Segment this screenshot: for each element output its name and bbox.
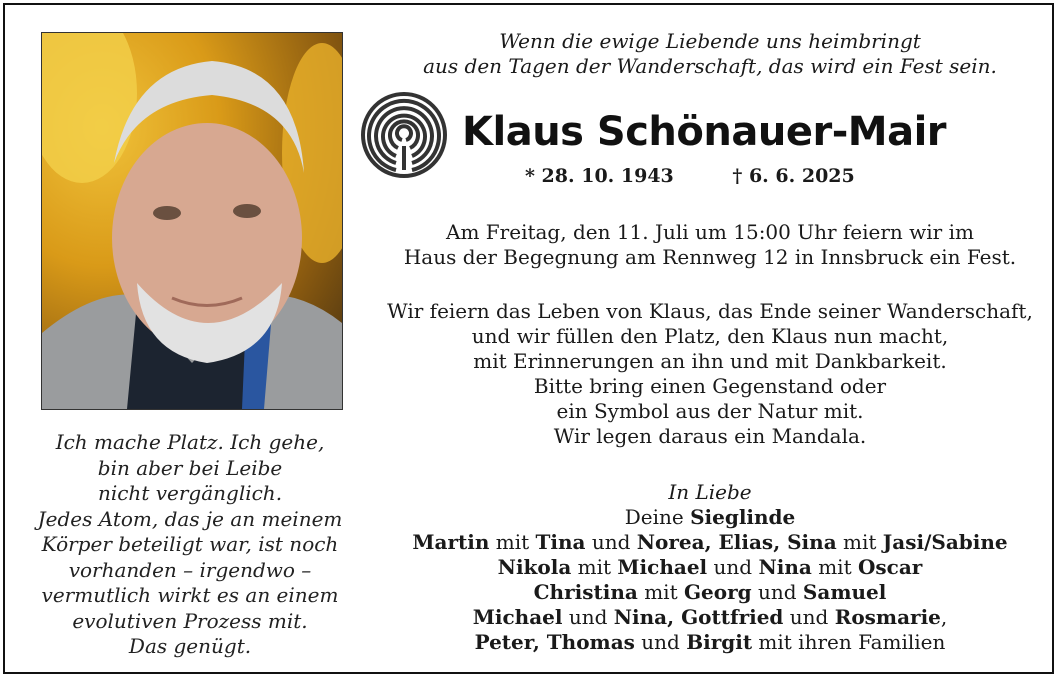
signoff-name: Jasi/Sabine <box>882 530 1008 554</box>
signoff-text: Deine <box>624 505 691 529</box>
body-line: Bitte bring einen Gegenstand oder <box>533 374 887 398</box>
signoff-text: mit <box>571 555 618 579</box>
signoff-text: und <box>634 630 687 654</box>
poem-line: vorhanden – irgendwo – <box>68 557 312 582</box>
body-line: ein Symbol aus der Natur mit. <box>556 399 864 423</box>
ceremony-announcement <box>365 220 1055 270</box>
portrait-photo <box>41 32 343 410</box>
signoff-line <box>365 580 1055 605</box>
life-dates <box>525 165 885 187</box>
signoff-name: Michael <box>472 605 563 629</box>
signoff-line <box>365 530 1055 555</box>
body-line: und wir füllen den Platz, den Klaus nun macht, <box>471 324 949 348</box>
poem-line: nicht vergänglich. <box>97 481 283 505</box>
obituary-card <box>3 3 1054 674</box>
signoff-line <box>365 630 1055 655</box>
signoff-text: , <box>940 605 948 629</box>
poem-line: evolutiven Prozess mit. <box>72 608 308 633</box>
signoff-name: Michael <box>617 555 708 579</box>
signoff-name: Peter, Thomas <box>474 630 635 654</box>
signoff-text: und <box>562 605 614 629</box>
body-text <box>365 299 1055 449</box>
poem-line: bin aber bei Leibe <box>97 455 283 480</box>
signoff-name: Tina <box>535 530 586 554</box>
signoff-text: mit ihren Familien <box>752 630 946 654</box>
birth-date: * 28. 10. 1943 <box>525 165 674 187</box>
signoff-text: und <box>783 605 835 629</box>
announcement-line: Haus der Begegnung am Rennweg 12 in Innsbruck ein Fest. <box>403 245 1017 269</box>
signoff-text: mit <box>489 530 536 554</box>
poem-line: Das genügt. <box>128 634 252 658</box>
poem-line: Ich mache Platz. Ich gehe, <box>55 430 325 454</box>
signoff-text: und <box>751 580 803 604</box>
signoff-line <box>365 555 1055 580</box>
signoff-name: Georg <box>683 580 752 604</box>
signoff-name: Christina <box>533 580 638 604</box>
signoff-line <box>365 505 1055 530</box>
poem-line: vermutlich wirkt es an einem <box>41 583 339 607</box>
signoff-text: mit <box>836 530 883 554</box>
body-line: mit Erinnerungen an ihn und mit Dankbarkeit. <box>473 349 947 373</box>
poem-line: Jedes Atom, das je an meinem <box>37 506 343 531</box>
signoff-name: Martin <box>412 530 490 554</box>
signoff-text: mit <box>637 580 684 604</box>
signoff-name: Nina, Gottfried <box>613 605 784 629</box>
family-signoff <box>365 480 1055 655</box>
signoff-name: Norea, Elias, Sina <box>636 530 837 554</box>
signoff-lead: In Liebe <box>668 480 752 504</box>
labyrinth-icon <box>359 90 449 180</box>
motto-line: Wenn die ewige Liebende uns heimbringt <box>499 29 921 53</box>
signoff-name: Samuel <box>802 580 887 604</box>
deceased-name: Klaus Schönauer-Mair <box>462 109 947 155</box>
signoff-name: Sieglinde <box>690 505 796 529</box>
signoff-line <box>365 605 1055 630</box>
body-line: Wir legen daraus ein Mandala. <box>553 424 867 448</box>
signoff-name: Rosmarie <box>834 605 941 629</box>
signoff-name: Oscar <box>857 555 923 579</box>
motto-line: aus den Tagen der Wanderschaft, das wird ein Fest sein. <box>423 54 997 78</box>
signoff-name: Nina <box>758 555 812 579</box>
poem-line: Körper beteiligt war, ist noch <box>41 532 339 556</box>
body-line: Wir feiern das Leben von Klaus, das Ende seiner Wanderschaft, <box>387 299 1033 323</box>
death-date: † 6. 6. 2025 <box>732 165 855 187</box>
signoff-name: Nikola <box>497 555 572 579</box>
poem <box>25 430 355 660</box>
signoff-text: und <box>585 530 637 554</box>
signoff-text: und <box>707 555 759 579</box>
signoff-name: Birgit <box>686 630 753 654</box>
motto <box>365 29 1055 79</box>
signoff-text: mit <box>811 555 858 579</box>
announcement-line: Am Freitag, den 11. Juli um 15:00 Uhr feiern wir im <box>446 220 974 244</box>
